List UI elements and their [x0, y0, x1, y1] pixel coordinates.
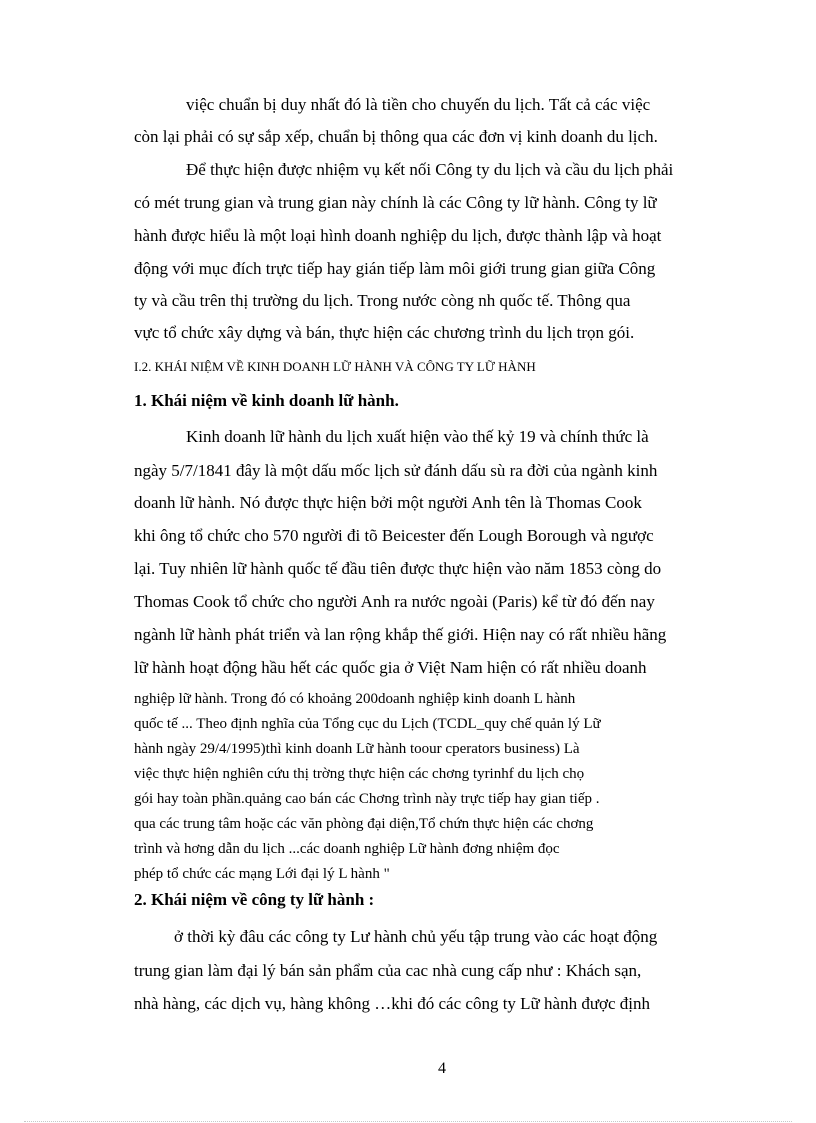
paragraph-line: Kinh doanh lữ hành du lịch xuất hiện vào thế kỷ 19 và chính thức là: [186, 427, 649, 446]
paragraph-line: hành được hiểu là một loại hình doanh nghiệp du lịch, được thành lập và hoạt: [134, 226, 662, 245]
page-bottom-divider: [24, 1121, 792, 1122]
paragraph-line: việc thực hiện nghiên cứu thị trờng thực hiện các chơng tyrinhf du lịch chọ: [134, 766, 585, 782]
paragraph-line: quốc tế ... Theo định nghĩa của Tổng cục du Lịch (TCDL_quy chế quản lý Lữ: [134, 716, 601, 732]
paragraph-line: lữ hành hoạt động hầu hết các quốc gia ở Việt Nam hiện có rất nhiều doanh: [134, 658, 647, 677]
paragraph-line: ngày 5/7/1841 đây là một dấu mốc lịch sử đánh dấu sù ra đời của ngành kinh: [134, 461, 658, 480]
paragraph-line: doanh lữ hành. Nó được thực hiện bởi một người Anh tên là Thomas Cook: [134, 493, 642, 512]
subheading-2: 2. Khái niệm về công ty lữ hành :: [134, 890, 375, 909]
paragraph-line: vực tổ chức xây dựng và bán, thực hiện các chương trình du lịch trọn gói.: [134, 323, 635, 342]
paragraph-line: ty và cầu trên thị trường du lịch. Trong nước còng nh quốc tế. Thông qua: [134, 291, 631, 310]
paragraph-line: Thomas Cook tổ chức cho người Anh ra nước ngoài (Paris) kể từ đó đến nay: [134, 592, 655, 611]
paragraph-line: động với mục đích trực tiếp hay gián tiếp làm môi giới trung gian giữa Công: [134, 259, 656, 278]
paragraph-line: nghiệp lữ hành. Trong đó có khoảng 200doanh nghiệp kinh doanh L hành: [134, 691, 576, 707]
paragraph-line: việc chuẩn bị duy nhất đó là tiền cho chuyến du lịch. Tất cả các việc: [186, 95, 651, 114]
paragraph-line: phép tổ chức các mạng Lới đại lý L hành ": [134, 866, 390, 882]
paragraph-line: gói hay toàn phần.quảng cao bán các Chơng trình này trực tiếp hay gian tiếp .: [134, 791, 600, 807]
page-number: 4: [438, 1060, 446, 1077]
paragraph-line: còn lại phải có sự sắp xếp, chuẩn bị thông qua các đơn vị kinh doanh du lịch.: [134, 127, 658, 146]
paragraph-line: khi ông tổ chức cho 570 người đi tõ Beicester đến Lough Borough và ngược: [134, 526, 654, 545]
paragraph-line: hành ngày 29/4/1995)thì kinh doanh Lữ hành toour cperators business) Là: [134, 741, 580, 757]
paragraph-line: có mét trung gian và trung gian này chính là các Công ty lữ hành. Công ty lữ: [134, 193, 657, 212]
paragraph-line: trung gian làm đại lý bán sản phẩm của cac nhà cung cấp như : Khách sạn,: [134, 961, 642, 980]
paragraph-line: qua các trung tâm hoặc các văn phòng đại diện,Tổ chứn thực hiện các chơng: [134, 816, 594, 832]
paragraph-line: trình và hơng dẫn du lịch ...các doanh nghiệp Lữ hành đơng nhiệm đọc: [134, 841, 560, 857]
section-heading: I.2. KHÁI NIỆM VỀ KINH DOANH LỮ HÀNH VÀ CÔNG TY LỮ HÀNH: [134, 359, 536, 374]
paragraph-line: Để thực hiện được nhiệm vụ kết nối Công ty du lịch và cầu du lịch phải: [186, 160, 674, 179]
paragraph-line: ngành lữ hành phát triển và lan rộng khắp thế giới. Hiện nay có rất nhiều hãng: [134, 625, 667, 644]
paragraph-line: nhà hàng, các dịch vụ, hàng không …khi đó các công ty Lữ hành được định: [134, 994, 651, 1013]
subheading-1: 1. Khái niệm về kinh doanh lữ hành.: [134, 391, 399, 410]
paragraph-line: lại. Tuy nhiên lữ hành quốc tế đầu tiên được thực hiện vào năm 1853 còng do: [134, 559, 662, 578]
paragraph-line: ở thời kỳ đâu các công ty Lư hành chủ yếu tập trung vào các hoạt động: [174, 927, 658, 946]
